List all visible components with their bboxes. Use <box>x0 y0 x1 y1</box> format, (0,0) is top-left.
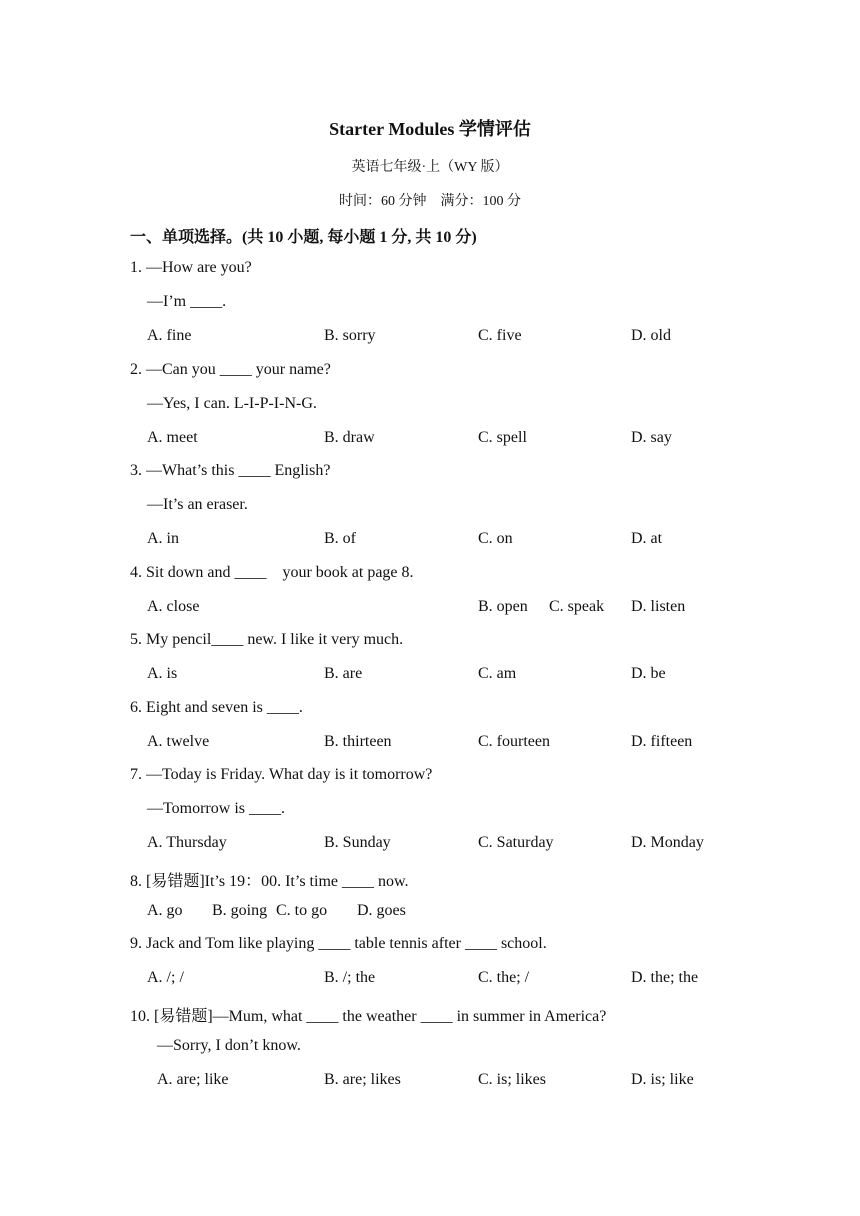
question-9-option-c: C. the; / <box>478 969 530 986</box>
question-7-answer-line: —Tomorrow is ____. <box>147 800 285 817</box>
question-8-option-d: D. goes <box>357 902 406 919</box>
question-7-option-d: D. Monday <box>631 834 704 851</box>
question-10-answer-line: —Sorry, I don’t know. <box>157 1037 301 1054</box>
question-8-option-b: B. going <box>212 902 268 919</box>
question-10-option-a: A. are; like <box>157 1071 229 1088</box>
question-3-option-d: D. at <box>631 530 663 547</box>
question-9-option-a: A. /; / <box>147 969 184 986</box>
question-1-option-a: A. fine <box>147 327 192 344</box>
question-1-option-d: D. old <box>631 327 671 344</box>
question-5-stem: 5. My pencil____ new. I like it very much. <box>130 631 404 648</box>
question-4-option-b: B. open <box>478 598 528 615</box>
question-1-option-b: B. sorry <box>324 327 376 344</box>
question-8-option-a: A. go <box>147 902 183 919</box>
question-10-option-c: C. is; likes <box>478 1071 547 1088</box>
question-10-stem: 10. [易错题]—Mum, what ____ the weather ____ in summer in America? <box>130 1008 607 1025</box>
question-3-option-b: B. of <box>324 530 356 547</box>
section-heading: 一、单项选择。(共 10 小题, 每小题 1 分, 共 10 分) <box>130 229 477 246</box>
question-5-option-a: A. is <box>147 665 178 682</box>
question-6-option-a: A. twelve <box>147 733 210 750</box>
question-9-option-b: B. /; the <box>324 969 376 986</box>
question-2-option-c: C. spell <box>478 429 527 446</box>
question-1-answer-line: —I’m ____. <box>147 293 227 310</box>
question-9-stem: 9. Jack and Tom like playing ____ table tennis after ____ school. <box>130 935 547 952</box>
question-7-stem: 7. —Today is Friday. What day is it tomorrow? <box>130 766 433 783</box>
question-5-option-d: D. be <box>631 665 666 682</box>
question-7-option-c: C. Saturday <box>478 834 554 851</box>
page-subtitle: 英语七年级·上（WY 版） <box>351 160 509 175</box>
question-7-option-b: B. Sunday <box>324 834 391 851</box>
question-8-option-c: C. to go <box>276 902 328 919</box>
question-2-option-a: A. meet <box>147 429 198 446</box>
question-6-stem: 6. Eight and seven is ____. <box>130 699 303 716</box>
question-4-option-d: D. listen <box>631 598 686 615</box>
question-9-option-d: D. the; the <box>631 969 699 986</box>
question-3-stem: 3. —What’s this ____ English? <box>130 462 331 479</box>
question-10-option-b: B. are; likes <box>324 1071 401 1088</box>
question-2-answer-line: —Yes, I can. L-I-P-I-N-G. <box>147 395 317 412</box>
exam-meta: 时间：60 分钟 满分：100 分 <box>339 194 521 209</box>
question-6-option-d: D. fifteen <box>631 733 693 750</box>
question-7-option-a: A. Thursday <box>147 834 227 851</box>
question-10-option-d: D. is; like <box>631 1071 694 1088</box>
question-4-option-c: C. speak <box>549 598 605 615</box>
question-1-option-c: C. five <box>478 327 522 344</box>
question-2-stem: 2. —Can you ____ your name? <box>130 361 331 378</box>
question-5-option-c: C. am <box>478 665 517 682</box>
question-3-option-c: C. on <box>478 530 513 547</box>
question-2-option-d: D. say <box>631 429 672 446</box>
question-8-stem: 8. [易错题]It’s 19：00. It’s time ____ now. <box>130 873 409 890</box>
page-title: Starter Modules 学情评估 <box>329 119 531 139</box>
question-5-option-b: B. are <box>324 665 363 682</box>
question-2-option-b: B. draw <box>324 429 375 446</box>
question-1-stem: 1. —How are you? <box>130 259 252 276</box>
question-6-option-b: B. thirteen <box>324 733 392 750</box>
question-6-option-c: C. fourteen <box>478 733 550 750</box>
question-4-option-a: A. close <box>147 598 200 615</box>
question-3-answer-line: —It’s an eraser. <box>147 496 248 513</box>
question-3-option-a: A. in <box>147 530 179 547</box>
question-4-stem: 4. Sit down and ____ your book at page 8. <box>130 564 414 581</box>
